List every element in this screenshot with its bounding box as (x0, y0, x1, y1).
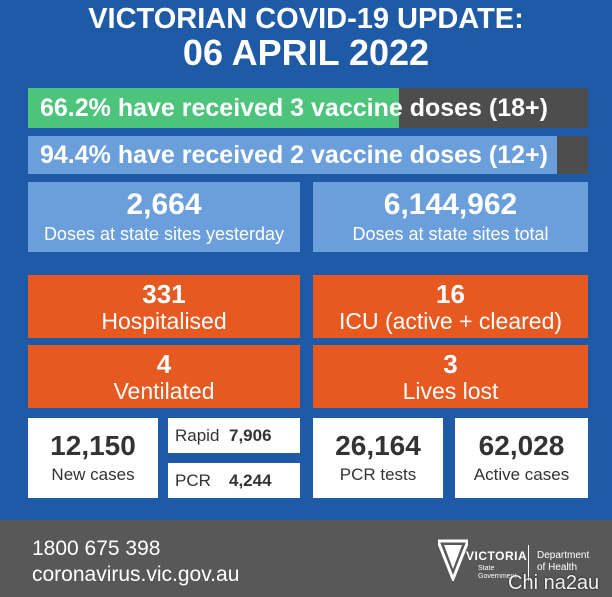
doses-yesterday-card (28, 182, 300, 252)
ventilated-label: Ventilated (113, 378, 215, 404)
pcr-value: 4,244 (229, 471, 272, 490)
hospitalised-value: 331 (142, 279, 186, 309)
logo-government-text: Government (478, 573, 517, 580)
new-cases-card (28, 418, 158, 498)
doses-total-value: 6,144,962 (383, 188, 518, 221)
department-line1: Department (537, 550, 590, 561)
active-cases-card (455, 418, 588, 498)
page-title: VICTORIAN COVID-19 UPDATE: (88, 3, 524, 35)
icu-card (313, 275, 588, 338)
logo-state-text: State (478, 565, 495, 572)
new-cases-label: New cases (51, 465, 135, 484)
pcr-label: PCR (175, 471, 211, 490)
watermark: Chi na2au (508, 572, 600, 594)
doses-total-card (313, 182, 588, 252)
footer-website: coronavirus.vic.gov.au (32, 563, 240, 586)
doses-yesterday-value: 2,664 (126, 188, 202, 221)
rapid-value: 7,906 (229, 426, 272, 445)
pcr-tests-value: 26,164 (335, 430, 421, 461)
victoria-triangle-icon (438, 539, 468, 581)
three-dose-label: 66.2% have received 3 vaccine doses (18+) (40, 94, 548, 122)
pcr-cases-card (168, 463, 300, 498)
lives-lost-card (313, 345, 588, 408)
doses-total-label: Doses at state sites total (352, 224, 549, 244)
two-dose-progress-bar (28, 136, 588, 174)
active-cases-label: Active cases (473, 465, 570, 484)
victoria-logo-text: VICTORIA (466, 549, 528, 563)
two-dose-label: 94.4% have received 2 vaccine doses (12+) (40, 141, 548, 169)
new-cases-value: 12,150 (50, 430, 136, 461)
rapid-cases-card (168, 418, 300, 453)
hospitalised-label: Hospitalised (101, 308, 227, 334)
icu-label: ICU (active + cleared) (338, 308, 563, 334)
lives-lost-value: 3 (443, 349, 458, 379)
three-dose-progress-bar (28, 88, 588, 128)
ventilated-card (28, 345, 300, 408)
icu-value: 16 (436, 279, 465, 309)
lives-lost-label: Lives lost (402, 378, 499, 404)
pcr-tests-label: PCR tests (339, 465, 417, 484)
update-date: 06 APRIL 2022 (182, 32, 430, 73)
rapid-label: Rapid (175, 426, 220, 445)
pcr-tests-card (313, 418, 443, 498)
ventilated-value: 4 (156, 349, 172, 379)
department-line2: of Health (537, 562, 578, 573)
active-cases-value: 62,028 (478, 430, 565, 461)
footer-phone: 1800 675 398 (32, 537, 161, 560)
doses-yesterday-label: Doses at state sites yesterday (43, 224, 285, 244)
hospitalised-card (28, 275, 300, 338)
